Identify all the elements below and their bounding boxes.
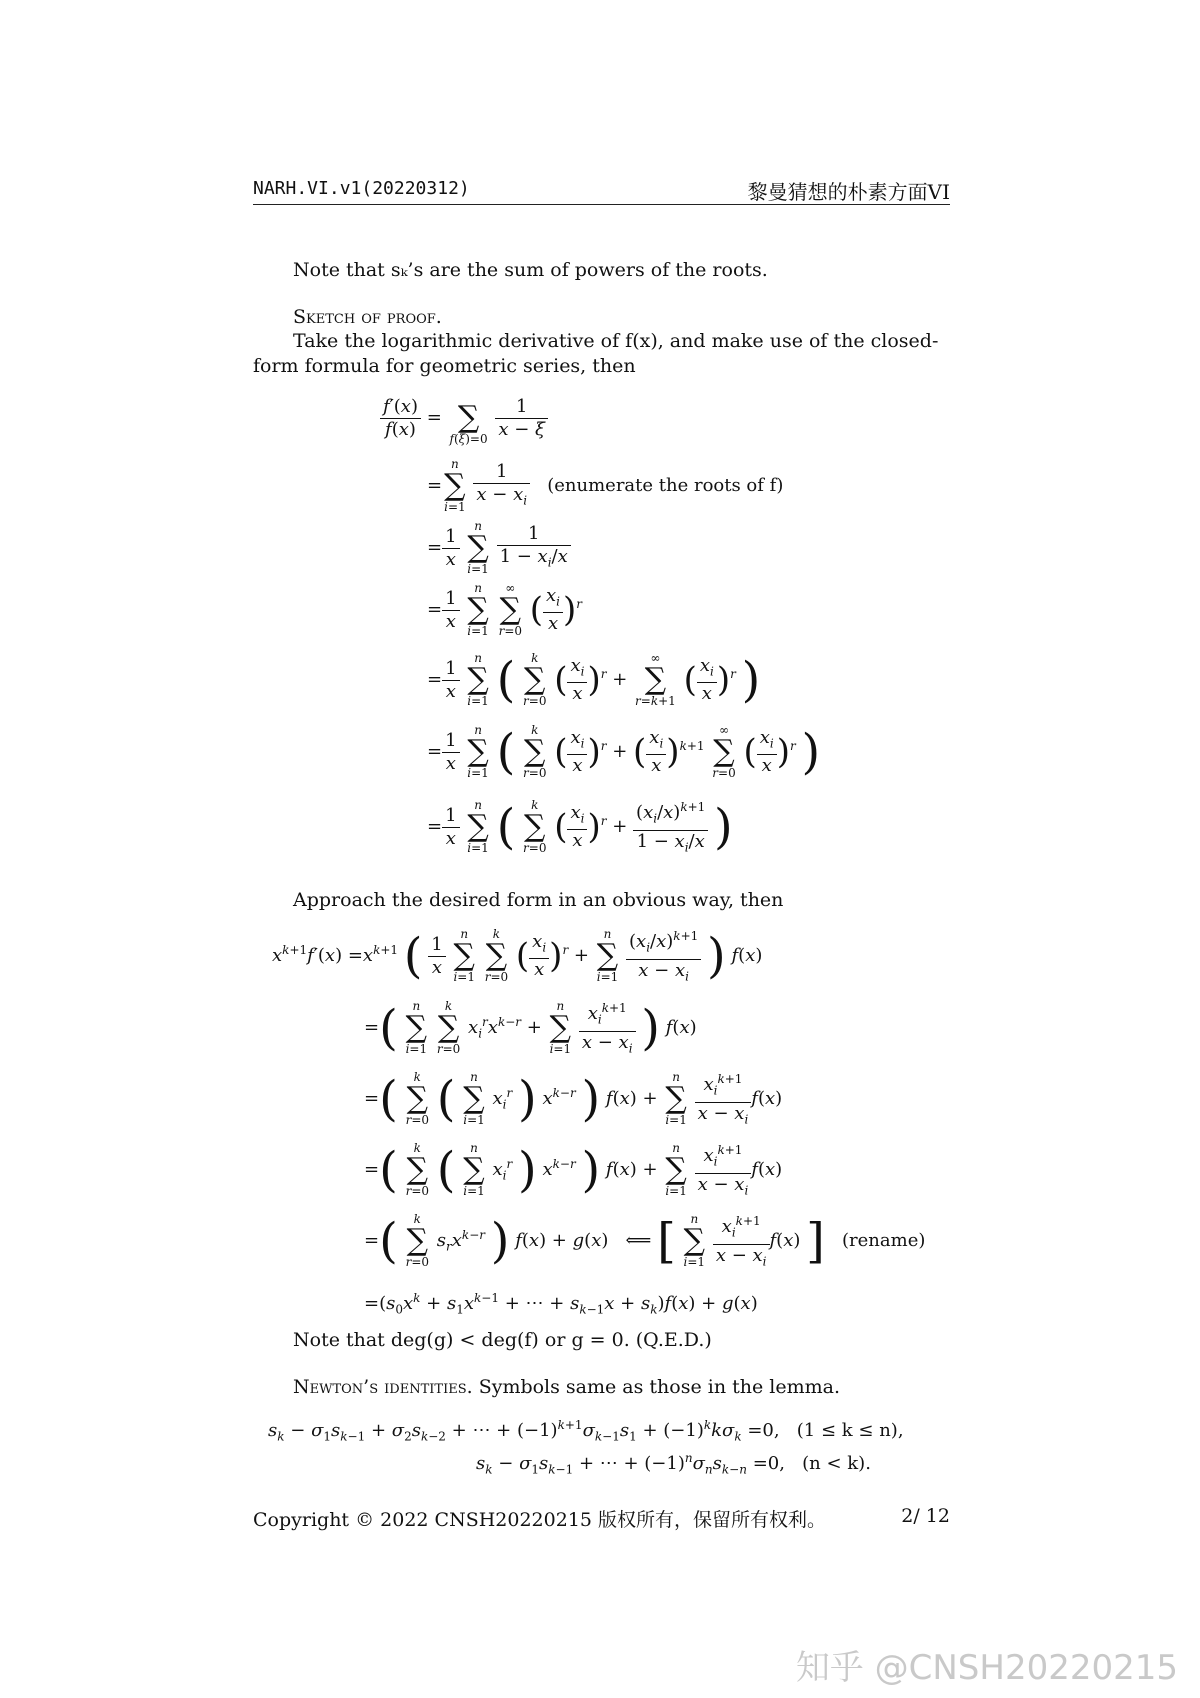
paragraph-approach: Approach the desired form in an obvious way, then [293, 889, 784, 911]
header-version: NARH.VI.v1(20220312) [253, 178, 470, 199]
newton-condition-1: (1 ≤ k ≤ n), [796, 1420, 904, 1441]
eq2-line-2: =( n ∑ i=1 k ∑ r=0 $x_i^rx^{k-r}$ + n ∑ i=1 $\frac{x_i^{k+1}}{x - x_i}$ ) f(x) [364, 997, 697, 1059]
header-title: 黎曼猜想的朴素方面VI [747, 180, 950, 204]
eq2-line-4: =( k ∑ r=0 ( n ∑ i=1 $x_i^r$ ) $x^{k-r}$ ) f(x) + n ∑ i=1 $\frac{x_i^{k+1}}{x - x_i}$ f(x) [364, 1139, 782, 1201]
eq2-line-5: =( k ∑ r=0 $s_rx^{k-r}$ ) f(x) + g(x) ⟸ [ n ∑ i=1 $\frac{x_i^{k+1}}{x - x_i}$ f(x) ] (rename) [364, 1210, 925, 1272]
eq1-line-7: = $\frac{1}{x}$ n ∑ i=1 ( k ∑ r=0 ( $\frac{x_i}{x}$ )$^r$ + $\frac{(x_i/x)^{k+1}}{1 - x_i/x}$ ) [427, 796, 733, 858]
newton-eq-2: $s_k - \sigma_1s_{k-1}$ + ⋯ + $(-1)^n\sigma_ns_{k-n} =0$, (n < k). [476, 1451, 871, 1477]
paragraph-note-deg: Note that deg(g) < deg(f) or g = 0. (Q.E.D.) [293, 1329, 712, 1351]
newton-heading: Newton’s identities. [293, 1376, 473, 1398]
newton-eq-1: $s_k - \sigma_1s_{k-1} + \sigma_2s_{k-2}$ + ⋯ + $(-1)^{k+1}\sigma_{k-1}s_1 + (-1)^kk\sigma_k =0$, (1 ≤ k ≤ n), [268, 1418, 904, 1444]
annotation-rename: (rename) [842, 1230, 926, 1252]
sketch-heading [253, 305, 950, 330]
sketch-heading-label: Sketch of proof. [293, 306, 442, 328]
newton-condition-2: (n < k). [802, 1453, 871, 1474]
newton-text: Symbols same as those in the lemma. [478, 1376, 840, 1398]
newton-paragraph [253, 1375, 950, 1400]
paragraph-note-sk: Note that sₖ’s are the sum of powers of the roots. [293, 259, 768, 281]
eq1-line-6: = $\frac{1}{x}$ n ∑ i=1 ( k ∑ r=0 ( $\frac{x_i}{x}$ )$^r$ + ( $\frac{x_i}{x}$ )$^{k+1}$ ∞ ∑ r=0 ( $\frac{x_i}{x}$ )$^r$ ) [427, 723, 821, 780]
footer-copyright: Copyright © 2022 CNSH20220215 版权所有，保留所有权利。 [253, 1509, 827, 1531]
eq2-line-1: $x^{k+1}f'(x) =x^{k+1}$ ( $\frac{1}{x}$ n ∑ i=1 k ∑ r=0 ( $\frac{x_i}{x}$ )$^r$ + n ∑ i=1 $\frac{(x_i/x)^{k+1}}{x - x_i}$ ) f(x) [272, 925, 762, 987]
eq1-line-4: = $\frac{1}{x}$ n ∑ i=1 ∞ ∑ r=0 ( $\frac{x_i}{x}$ )$^r$ [427, 581, 583, 638]
paragraph-take-derivative: Take the logarithmic derivative of f(x), and make use of the closed-form formula for geometric series, then [253, 330, 939, 377]
eq1-line-1: $\frac{f'(x)}{f(x)}$ = ∑ f(ξ)=0 $\frac{1}{x - \xi}$ [380, 390, 548, 446]
eq1-line-2: = n ∑ i=1 $\frac{1}{x - x_i}$ (enumerate the roots of f) [427, 457, 784, 514]
annotation-enumerate: (enumerate the roots of f) [547, 475, 784, 496]
eq1-line-5: = $\frac{1}{x}$ n ∑ i=1 ( k ∑ r=0 ( $\frac{x_i}{x}$ )$^r$ + ∞ ∑ r=k+1 ( $\frac{x_i}{x}$ )$^r$ ) [427, 651, 761, 708]
eq2-line-3: =( k ∑ r=0 ( n ∑ i=1 $x_i^r$ ) $x^{k-r}$ ) f(x) + n ∑ i=1 $\frac{x_i^{k+1}}{x - x_i}$ f(x) [364, 1068, 782, 1130]
running-header [253, 176, 950, 205]
watermark: 知乎 @CNSH20220215 [795, 1648, 1178, 1688]
eq2-line-6: $=(s_0x^k + s_1x^{k-1}$ + ⋯ + $s_{k-1}x + s_k)f(x) + g(x)$ [364, 1291, 758, 1317]
footer-page-number: 2/ 12 [901, 1505, 950, 1527]
eq1-line-3: = $\frac{1}{x}$ n ∑ i=1 $\frac{1}{1 - x_i/x}$ [427, 520, 571, 576]
